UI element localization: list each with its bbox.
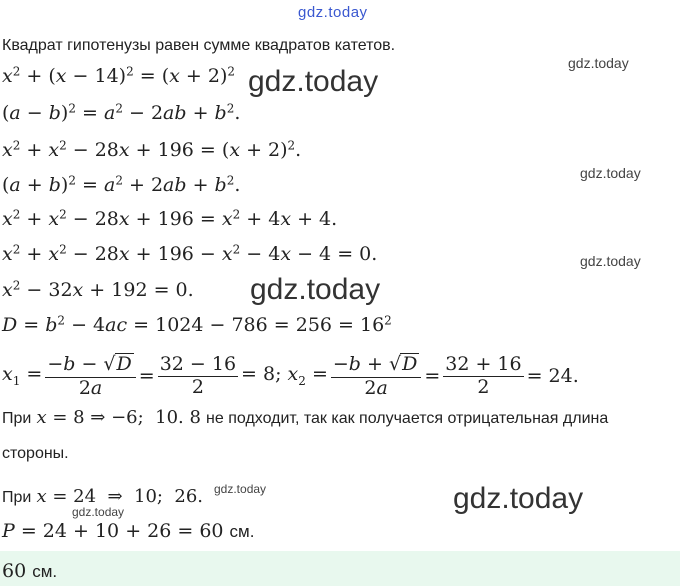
answer-text: 60 см. [2,560,58,582]
equation-line-7: $x^2 - 32x + 192 = 0$. [2,278,194,301]
watermark-5: gdz.today [250,273,381,306]
equation-line-1: $x^2 + (x - 14)^2 = (x + 2)^2$ [2,64,236,87]
equation-line-4: $(a + b)^2 = a^2 + 2ab + b^2$. [2,173,241,196]
roots-line: $x_1$ = $\frac{-b - √D}{2a}$ = $\frac{32 - 16}{2}$ = 8; $x_2$ = $\frac{-b + √D}{2a}$ = $\frac{32 + 16}{2}$ = 24. [2,352,579,399]
equation-line-5: $x^2 + x^2 - 28x + 196 = x^2 + 4x + 4$. [2,207,338,230]
watermark-3: gdz.today [580,165,641,181]
watermark-1: gdz.today [568,55,629,71]
second-case-line: При x = 24 ⇒ 10; 26. [2,486,204,507]
root2-value-fraction: $\frac{32 + 16}{2}$ [445,352,522,399]
intro-text: Квадрат гипотенузы равен сумме квадратов катетов. [2,37,396,54]
root1-value-fraction: $\frac{32 - 16}{2}$ [159,352,237,399]
watermark-4: gdz.today [580,253,641,269]
note-line-2: стороны. [2,445,69,462]
watermark-2: gdz.today [248,65,379,98]
equation-line-6: $x^2 + x^2 - 28x + 196 - x^2 - 4x - 4 = 0$. [2,242,378,265]
root1-fraction: $\frac{-b - √D}{2a}$ [45,353,135,400]
equation-line-2: $(a - b)^2 = a^2 - 2ab + b^2$. [2,101,241,124]
watermark-7: gdz.today [214,482,267,496]
root2-fraction: $\frac{-b + √D}{2a}$ [331,353,421,400]
watermark-8: gdz.today [72,505,125,519]
equation-line-3: $x^2 + x^2 - 28x + 196 = (x + 2)^2$. [2,138,302,161]
discriminant-line: $D = b^2 - 4ac = 1024 - 786 = 256 = 16^2$ [2,313,392,336]
watermark-top: gdz.today [298,4,368,21]
note-line-1: При x = 8 ⇒ −6; 10. 8 не подходит, так как получается отрицательная длина [2,407,609,428]
watermark-6: gdz.today [453,482,584,515]
answer-bar [0,551,680,586]
perimeter-line: P = 24 + 10 + 26 = 60 см. [2,520,255,542]
